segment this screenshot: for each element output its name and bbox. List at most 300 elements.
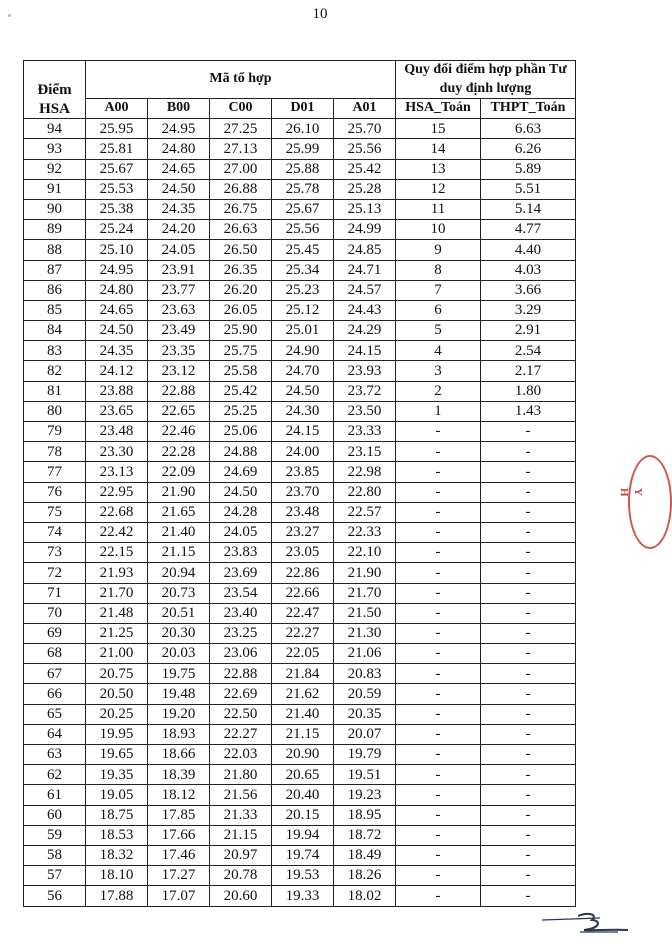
cell-thpt-toan: 3.66 xyxy=(481,280,576,300)
cell-a01: 21.06 xyxy=(334,644,396,664)
cell-hsa-toan: 10 xyxy=(396,220,481,240)
cell-a00: 19.65 xyxy=(86,745,148,765)
cell-a01: 23.72 xyxy=(334,381,396,401)
cell-hsa-score: 69 xyxy=(24,623,86,643)
table-row xyxy=(24,361,576,381)
cell-a00: 24.35 xyxy=(86,341,148,361)
sub-header-row xyxy=(24,99,576,119)
cell-hsa-score: 77 xyxy=(24,462,86,482)
cell-a01: 18.95 xyxy=(334,805,396,825)
cell-d01: 23.27 xyxy=(272,522,334,542)
cell-b00: 21.15 xyxy=(148,543,210,563)
cell-a01: 24.71 xyxy=(334,260,396,280)
column-header-a00: A00 xyxy=(86,99,148,119)
cell-b00: 23.49 xyxy=(148,321,210,341)
cell-hsa-score: 75 xyxy=(24,502,86,522)
cell-a00: 25.81 xyxy=(86,139,148,159)
cell-a01: 21.50 xyxy=(334,603,396,623)
cell-d01: 19.74 xyxy=(272,845,334,865)
cell-d01: 23.85 xyxy=(272,462,334,482)
table-row xyxy=(24,321,576,341)
cell-d01: 25.67 xyxy=(272,199,334,219)
cell-hsa-score: 92 xyxy=(24,159,86,179)
cell-thpt-toan: - xyxy=(481,805,576,825)
cell-a00: 21.00 xyxy=(86,644,148,664)
cell-d01: 22.66 xyxy=(272,583,334,603)
cell-a00: 22.95 xyxy=(86,482,148,502)
signature-mark xyxy=(540,908,635,938)
cell-a00: 24.65 xyxy=(86,300,148,320)
cell-a01: 21.90 xyxy=(334,563,396,583)
table-row xyxy=(24,502,576,522)
cell-d01: 22.27 xyxy=(272,623,334,643)
cell-thpt-toan: - xyxy=(481,543,576,563)
cell-hsa-score: 93 xyxy=(24,139,86,159)
cell-hsa-score: 71 xyxy=(24,583,86,603)
cell-a00: 23.30 xyxy=(86,442,148,462)
cell-d01: 21.62 xyxy=(272,684,334,704)
cell-d01: 20.90 xyxy=(272,745,334,765)
table-row xyxy=(24,240,576,260)
cell-a00: 22.42 xyxy=(86,522,148,542)
cell-b00: 17.27 xyxy=(148,866,210,886)
cell-hsa-score: 57 xyxy=(24,866,86,886)
cell-hsa-toan: - xyxy=(396,422,481,442)
cell-a01: 22.10 xyxy=(334,543,396,563)
cell-thpt-toan: - xyxy=(481,644,576,664)
cell-a01: 25.28 xyxy=(334,179,396,199)
cell-a00: 24.12 xyxy=(86,361,148,381)
cell-d01: 25.99 xyxy=(272,139,334,159)
column-header-c00: C00 xyxy=(210,99,272,119)
table-row xyxy=(24,845,576,865)
table-row xyxy=(24,603,576,623)
cell-a00: 23.88 xyxy=(86,381,148,401)
cell-a01: 24.85 xyxy=(334,240,396,260)
table-row xyxy=(24,401,576,421)
cell-thpt-toan: - xyxy=(481,603,576,623)
cell-hsa-score: 89 xyxy=(24,220,86,240)
cell-thpt-toan: 3.29 xyxy=(481,300,576,320)
cell-hsa-toan: - xyxy=(396,745,481,765)
table-row xyxy=(24,179,576,199)
cell-c00: 26.50 xyxy=(210,240,272,260)
cell-b00: 24.50 xyxy=(148,179,210,199)
cell-hsa-toan: - xyxy=(396,502,481,522)
cell-a01: 25.56 xyxy=(334,139,396,159)
cell-b00: 19.75 xyxy=(148,664,210,684)
cell-c00: 26.05 xyxy=(210,300,272,320)
subject-group-header: Mã tổ hợp xyxy=(86,61,396,99)
cell-a01: 19.51 xyxy=(334,765,396,785)
cell-d01: 26.10 xyxy=(272,119,334,139)
cell-b00: 23.35 xyxy=(148,341,210,361)
cell-a00: 25.24 xyxy=(86,220,148,240)
cell-a00: 21.93 xyxy=(86,563,148,583)
cell-a00: 25.10 xyxy=(86,240,148,260)
cell-thpt-toan: 2.91 xyxy=(481,321,576,341)
cell-hsa-score: 60 xyxy=(24,805,86,825)
table-row xyxy=(24,805,576,825)
cell-b00: 21.65 xyxy=(148,502,210,522)
cell-hsa-score: 81 xyxy=(24,381,86,401)
cell-c00: 21.56 xyxy=(210,785,272,805)
cell-hsa-score: 56 xyxy=(24,886,86,906)
cell-d01: 24.90 xyxy=(272,341,334,361)
cell-b00: 21.40 xyxy=(148,522,210,542)
cell-d01: 24.00 xyxy=(272,442,334,462)
cell-a01: 23.15 xyxy=(334,442,396,462)
table-row xyxy=(24,704,576,724)
cell-hsa-score: 66 xyxy=(24,684,86,704)
cell-thpt-toan: 2.17 xyxy=(481,361,576,381)
cell-c00: 25.06 xyxy=(210,422,272,442)
table-row xyxy=(24,785,576,805)
cell-a01: 18.72 xyxy=(334,825,396,845)
cell-b00: 23.77 xyxy=(148,280,210,300)
cell-hsa-toan: - xyxy=(396,886,481,906)
cell-a01: 18.26 xyxy=(334,866,396,886)
cell-thpt-toan: 4.03 xyxy=(481,260,576,280)
cell-b00: 18.12 xyxy=(148,785,210,805)
table-row xyxy=(24,563,576,583)
cell-c00: 27.00 xyxy=(210,159,272,179)
table-row xyxy=(24,300,576,320)
cell-c00: 26.88 xyxy=(210,179,272,199)
cell-a01: 22.33 xyxy=(334,522,396,542)
cell-a00: 18.53 xyxy=(86,825,148,845)
cell-a00: 21.25 xyxy=(86,623,148,643)
cell-c00: 22.03 xyxy=(210,745,272,765)
cell-hsa-toan: 15 xyxy=(396,119,481,139)
table-row xyxy=(24,442,576,462)
cell-a01: 24.57 xyxy=(334,280,396,300)
cell-c00: 26.63 xyxy=(210,220,272,240)
cell-b00: 20.94 xyxy=(148,563,210,583)
cell-a00: 25.53 xyxy=(86,179,148,199)
cell-thpt-toan: - xyxy=(481,522,576,542)
cell-a00: 20.75 xyxy=(86,664,148,684)
cell-a00: 19.95 xyxy=(86,724,148,744)
cell-hsa-toan: - xyxy=(396,522,481,542)
cell-d01: 19.33 xyxy=(272,886,334,906)
cell-thpt-toan: - xyxy=(481,845,576,865)
cell-hsa-toan: 2 xyxy=(396,381,481,401)
cell-thpt-toan: - xyxy=(481,502,576,522)
cell-a01: 22.57 xyxy=(334,502,396,522)
cell-a00: 24.50 xyxy=(86,321,148,341)
cell-hsa-score: 86 xyxy=(24,280,86,300)
cell-hsa-toan: - xyxy=(396,583,481,603)
table-row xyxy=(24,583,576,603)
cell-a00: 24.95 xyxy=(86,260,148,280)
cell-hsa-score: 62 xyxy=(24,765,86,785)
cell-b00: 17.66 xyxy=(148,825,210,845)
cell-hsa-score: 88 xyxy=(24,240,86,260)
cell-b00: 24.65 xyxy=(148,159,210,179)
cell-hsa-toan: 14 xyxy=(396,139,481,159)
cell-hsa-toan: 9 xyxy=(396,240,481,260)
cell-hsa-score: 82 xyxy=(24,361,86,381)
cell-c00: 25.75 xyxy=(210,341,272,361)
cell-hsa-toan: - xyxy=(396,563,481,583)
cell-c00: 25.58 xyxy=(210,361,272,381)
cell-b00: 23.63 xyxy=(148,300,210,320)
cell-b00: 22.65 xyxy=(148,401,210,421)
cell-c00: 20.97 xyxy=(210,845,272,865)
cell-a01: 24.99 xyxy=(334,220,396,240)
cell-d01: 24.70 xyxy=(272,361,334,381)
table-row xyxy=(24,825,576,845)
cell-hsa-toan: 7 xyxy=(396,280,481,300)
column-header-d01: D01 xyxy=(272,99,334,119)
table-row xyxy=(24,684,576,704)
cell-hsa-score: 84 xyxy=(24,321,86,341)
table-row xyxy=(24,644,576,664)
cell-d01: 21.40 xyxy=(272,704,334,724)
cell-hsa-score: 76 xyxy=(24,482,86,502)
cell-hsa-toan: - xyxy=(396,482,481,502)
cell-c00: 22.88 xyxy=(210,664,272,684)
cell-d01: 24.30 xyxy=(272,401,334,421)
column-header-hsa-toan: HSA_Toán xyxy=(396,99,481,119)
cell-b00: 17.46 xyxy=(148,845,210,865)
cell-hsa-toan: 3 xyxy=(396,361,481,381)
cell-thpt-toan: 6.63 xyxy=(481,119,576,139)
cell-hsa-toan: - xyxy=(396,664,481,684)
cell-c00: 22.50 xyxy=(210,704,272,724)
table-row xyxy=(24,119,576,139)
cell-thpt-toan: - xyxy=(481,684,576,704)
cell-b00: 17.07 xyxy=(148,886,210,906)
cell-hsa-toan: - xyxy=(396,825,481,845)
cell-b00: 19.20 xyxy=(148,704,210,724)
cell-b00: 24.05 xyxy=(148,240,210,260)
cell-b00: 19.48 xyxy=(148,684,210,704)
cell-c00: 23.69 xyxy=(210,563,272,583)
cell-hsa-score: 68 xyxy=(24,644,86,664)
cell-thpt-toan: - xyxy=(481,563,576,583)
cell-hsa-score: 73 xyxy=(24,543,86,563)
cell-a01: 24.29 xyxy=(334,321,396,341)
cell-c00: 24.69 xyxy=(210,462,272,482)
table-row xyxy=(24,522,576,542)
cell-d01: 20.65 xyxy=(272,765,334,785)
cell-thpt-toan: - xyxy=(481,442,576,462)
cell-a00: 23.13 xyxy=(86,462,148,482)
cell-thpt-toan: - xyxy=(481,704,576,724)
table-row xyxy=(24,745,576,765)
cell-a00: 20.50 xyxy=(86,684,148,704)
cell-a01: 18.02 xyxy=(334,886,396,906)
cell-hsa-score: 90 xyxy=(24,199,86,219)
cell-thpt-toan: 5.14 xyxy=(481,199,576,219)
cell-d01: 23.48 xyxy=(272,502,334,522)
cell-a00: 18.32 xyxy=(86,845,148,865)
cell-hsa-toan: 5 xyxy=(396,321,481,341)
cell-a01: 25.70 xyxy=(334,119,396,139)
cell-thpt-toan: - xyxy=(481,745,576,765)
cell-d01: 25.34 xyxy=(272,260,334,280)
table-row xyxy=(24,866,576,886)
score-conversion-table xyxy=(23,60,576,907)
cell-a01: 23.33 xyxy=(334,422,396,442)
cell-c00: 21.15 xyxy=(210,825,272,845)
cell-hsa-toan: - xyxy=(396,623,481,643)
cell-thpt-toan: 1.80 xyxy=(481,381,576,401)
table-row xyxy=(24,260,576,280)
cell-c00: 23.83 xyxy=(210,543,272,563)
cell-thpt-toan: 6.26 xyxy=(481,139,576,159)
cell-thpt-toan: - xyxy=(481,623,576,643)
cell-thpt-toan: - xyxy=(481,866,576,886)
cell-b00: 21.90 xyxy=(148,482,210,502)
hsa-score-header: Điểm HSA xyxy=(24,61,86,119)
cell-hsa-score: 83 xyxy=(24,341,86,361)
cell-a00: 21.48 xyxy=(86,603,148,623)
cell-a00: 22.15 xyxy=(86,543,148,563)
cell-hsa-score: 78 xyxy=(24,442,86,462)
cell-a01: 22.80 xyxy=(334,482,396,502)
cell-c00: 24.50 xyxy=(210,482,272,502)
cell-d01: 21.15 xyxy=(272,724,334,744)
cell-hsa-toan: - xyxy=(396,765,481,785)
cell-hsa-toan: - xyxy=(396,462,481,482)
cell-c00: 25.90 xyxy=(210,321,272,341)
cell-thpt-toan: - xyxy=(481,482,576,502)
cell-b00: 24.95 xyxy=(148,119,210,139)
cell-hsa-score: 79 xyxy=(24,422,86,442)
cell-hsa-toan: - xyxy=(396,805,481,825)
cell-hsa-score: 64 xyxy=(24,724,86,744)
cell-hsa-toan: - xyxy=(396,442,481,462)
cell-thpt-toan: - xyxy=(481,765,576,785)
table-row xyxy=(24,199,576,219)
cell-b00: 22.46 xyxy=(148,422,210,442)
cell-d01: 24.50 xyxy=(272,381,334,401)
cell-d01: 22.47 xyxy=(272,603,334,623)
column-header-a01: A01 xyxy=(334,99,396,119)
cell-d01: 19.94 xyxy=(272,825,334,845)
cell-hsa-toan: 8 xyxy=(396,260,481,280)
table-row xyxy=(24,462,576,482)
cell-a00: 22.68 xyxy=(86,502,148,522)
cell-a01: 24.15 xyxy=(334,341,396,361)
cell-hsa-toan: - xyxy=(396,724,481,744)
cell-a00: 18.75 xyxy=(86,805,148,825)
cell-hsa-toan: - xyxy=(396,845,481,865)
cell-c00: 24.28 xyxy=(210,502,272,522)
cell-a01: 25.42 xyxy=(334,159,396,179)
cell-hsa-score: 94 xyxy=(24,119,86,139)
cell-c00: 24.05 xyxy=(210,522,272,542)
red-stamp-fragment xyxy=(618,455,644,545)
cell-c00: 27.13 xyxy=(210,139,272,159)
cell-d01: 24.15 xyxy=(272,422,334,442)
page-number: 10 xyxy=(312,6,328,22)
cell-c00: 24.88 xyxy=(210,442,272,462)
cell-thpt-toan: - xyxy=(481,422,576,442)
cell-a01: 24.43 xyxy=(334,300,396,320)
cell-c00: 26.75 xyxy=(210,199,272,219)
cell-d01: 25.78 xyxy=(272,179,334,199)
cell-d01: 25.23 xyxy=(272,280,334,300)
cell-hsa-toan: - xyxy=(396,644,481,664)
table-row xyxy=(24,623,576,643)
cell-thpt-toan: 5.89 xyxy=(481,159,576,179)
cell-d01: 23.05 xyxy=(272,543,334,563)
table-row xyxy=(24,664,576,684)
cell-hsa-toan: 11 xyxy=(396,199,481,219)
cell-d01: 20.15 xyxy=(272,805,334,825)
cell-thpt-toan: - xyxy=(481,886,576,906)
cell-b00: 23.12 xyxy=(148,361,210,381)
cell-hsa-score: 85 xyxy=(24,300,86,320)
table-row xyxy=(24,280,576,300)
cell-thpt-toan: - xyxy=(481,462,576,482)
table-row xyxy=(24,220,576,240)
table-row xyxy=(24,381,576,401)
cell-c00: 20.60 xyxy=(210,886,272,906)
cell-thpt-toan: - xyxy=(481,724,576,744)
cell-hsa-score: 65 xyxy=(24,704,86,724)
cell-a01: 20.35 xyxy=(334,704,396,724)
cell-a00: 19.05 xyxy=(86,785,148,805)
cell-a01: 20.59 xyxy=(334,684,396,704)
cell-c00: 22.69 xyxy=(210,684,272,704)
conversion-header: Quy đổi điểm hợp phần Tư duy định lượng xyxy=(396,61,576,99)
cell-c00: 23.54 xyxy=(210,583,272,603)
column-header-b00: B00 xyxy=(148,99,210,119)
cell-b00: 24.80 xyxy=(148,139,210,159)
cell-d01: 25.56 xyxy=(272,220,334,240)
cell-d01: 25.45 xyxy=(272,240,334,260)
cell-b00: 18.66 xyxy=(148,745,210,765)
cell-c00: 23.25 xyxy=(210,623,272,643)
cell-b00: 22.88 xyxy=(148,381,210,401)
cell-a01: 22.98 xyxy=(334,462,396,482)
cell-a00: 23.65 xyxy=(86,401,148,421)
cell-d01: 21.84 xyxy=(272,664,334,684)
cell-a01: 18.49 xyxy=(334,845,396,865)
cell-hsa-toan: - xyxy=(396,684,481,704)
cell-d01: 20.40 xyxy=(272,785,334,805)
table-row xyxy=(24,139,576,159)
cell-a01: 25.13 xyxy=(334,199,396,219)
cell-b00: 20.51 xyxy=(148,603,210,623)
cell-d01: 25.12 xyxy=(272,300,334,320)
cell-thpt-toan: - xyxy=(481,825,576,845)
cell-hsa-score: 91 xyxy=(24,179,86,199)
cell-d01: 23.70 xyxy=(272,482,334,502)
cell-a00: 19.35 xyxy=(86,765,148,785)
cell-b00: 22.28 xyxy=(148,442,210,462)
cell-thpt-toan: - xyxy=(481,664,576,684)
table-body xyxy=(24,119,576,906)
cell-d01: 22.05 xyxy=(272,644,334,664)
cell-d01: 22.86 xyxy=(272,563,334,583)
cell-a01: 19.79 xyxy=(334,745,396,765)
table-row xyxy=(24,765,576,785)
cell-b00: 24.35 xyxy=(148,199,210,219)
cell-hsa-toan: - xyxy=(396,543,481,563)
cell-hsa-score: 58 xyxy=(24,845,86,865)
table-row xyxy=(24,422,576,442)
cell-b00: 22.09 xyxy=(148,462,210,482)
cell-hsa-toan: 4 xyxy=(396,341,481,361)
cell-c00: 23.06 xyxy=(210,644,272,664)
cell-hsa-score: 59 xyxy=(24,825,86,845)
